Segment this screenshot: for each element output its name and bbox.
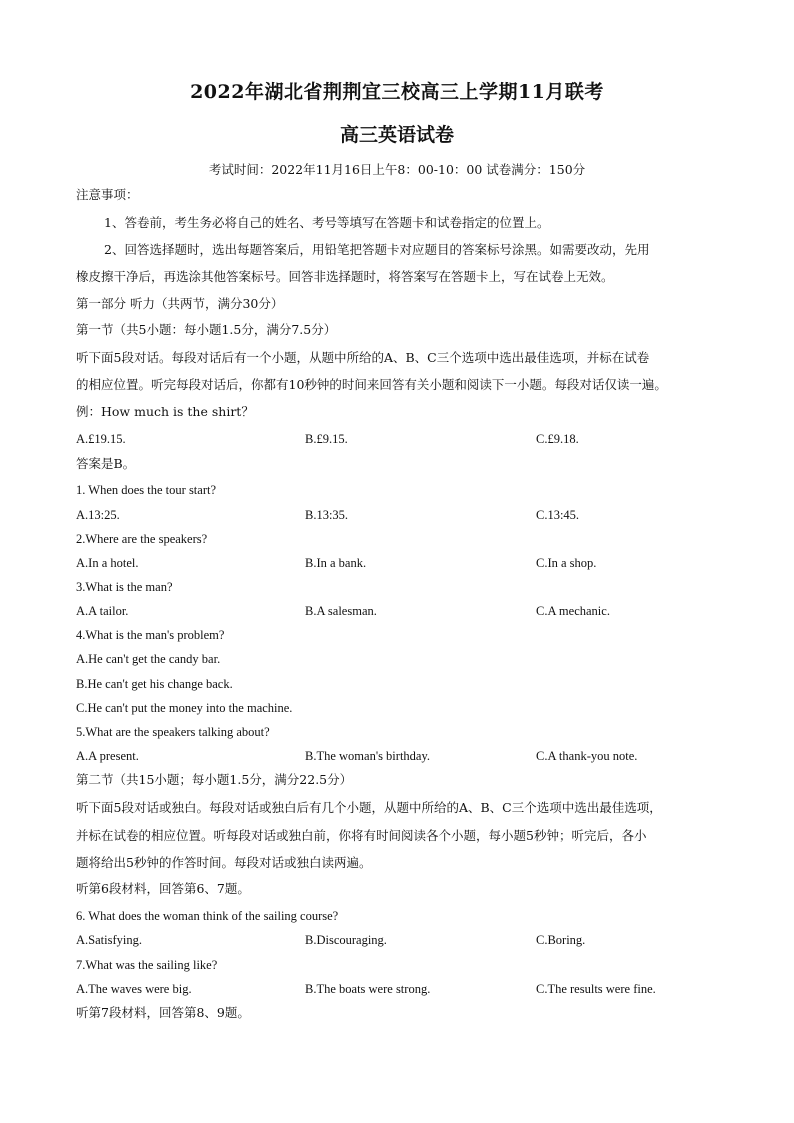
exam-title: 2022年湖北省荆荆宜三校高三上学期11月联考 — [190, 81, 604, 103]
q1-option-b: B.13:35. — [305, 508, 349, 522]
example-option-a: A.£19.15. — [76, 432, 126, 446]
q6-option-b: B.Discouraging. — [305, 933, 387, 947]
q7-option-c: C.The results were fine. — [536, 982, 656, 996]
note-2-cont: 橡皮擦干净后，再选涂其他答案标号。回答非选择题时，将答案写在答题卡上，写在试卷上无效。 — [76, 269, 614, 284]
q4-option-a: A.He can't get the candy bar. — [76, 652, 221, 666]
q1-option-c: C.13:45. — [536, 508, 580, 522]
q1-option-a: A.13:25. — [76, 508, 120, 522]
q2-option-b: B.In a bank. — [305, 556, 367, 570]
q6-option-a: A.Satisfying. — [76, 933, 142, 947]
question-7: 7.What was the sailing like? — [76, 958, 218, 972]
example-option-b: B.£9.15. — [305, 432, 348, 446]
question-5: 5.What are the speakers talking about? — [76, 725, 270, 739]
note-2: 2、回答选择题时，选出每题答案后，用铅笔把答题卡对应题目的答案标号涂黑。如需要改动，先用 — [104, 242, 650, 257]
example-option-c: C.£9.18. — [536, 432, 579, 446]
exam-subtitle: 高三英语试卷 — [339, 124, 454, 146]
example-answer: 答案是B。 — [76, 456, 136, 471]
q4-option-b: B.He can't get his change back. — [76, 677, 233, 691]
q6-option-c: C.Boring. — [536, 933, 586, 947]
exam-meta: 考试时间：2022年11月16日上午8：00-10：00 试卷满分：150分 — [208, 162, 586, 177]
section1-instructions: 听下面5段对话。每段对话后有一个小题，从题中所给的A、B、C三个选项中选出最佳选项，并标在试卷 — [76, 350, 650, 365]
section2-instructions: 听下面5段对话或独白。每段对话或独白后有几个小题，从题中所给的A、B、C三个选项中选出最佳选项， — [76, 800, 662, 815]
question-4: 4.What is the man's problem? — [76, 628, 225, 642]
section2-instructions-cont2: 题将给出5秒钟的作答时间。每段对话或独白读两遍。 — [76, 855, 372, 870]
section1-heading: 第一节（共5小题：每小题1.5分，满分7.5分） — [76, 322, 337, 337]
q7-option-b: B.The boats were strong. — [305, 982, 431, 996]
note-1: 1、答卷前，考生务必将自己的姓名、考号等填写在答题卡和试卷指定的位置上。 — [104, 215, 550, 230]
question-3: 3.What is the man? — [76, 580, 173, 594]
section1-instructions-cont: 的相应位置。听完每段对话后，你都有10秒钟的时间来回答有关小题和阅读下一小题。每段对话仅读一遍。 — [76, 377, 667, 392]
question-2: 2.Where are the speakers? — [76, 532, 208, 546]
q5-option-b: B.The woman's birthday. — [305, 749, 431, 763]
q4-option-c: C.He can't put the money into the machine. — [76, 701, 293, 715]
q2-option-c: C.In a shop. — [536, 556, 597, 570]
section2-instructions-cont1: 并标在试卷的相应位置。听每段对话或独白前，你将有时间阅读各个小题，每小题5秒钟；听完后，各小 — [76, 828, 647, 843]
q3-option-b: B.A salesman. — [305, 604, 377, 618]
q3-option-a: A.A tailor. — [76, 604, 129, 618]
q3-option-c: C.A mechanic. — [536, 604, 610, 618]
q5-option-c: C.A thank-you note. — [536, 749, 638, 763]
q5-option-a: A.A present. — [76, 749, 139, 763]
notes-heading: 注意事项： — [76, 187, 139, 202]
question-1: 1. When does the tour start? — [76, 483, 217, 497]
example-question: 例：How much is the shirt？ — [76, 404, 254, 419]
material-6-heading: 听第6段材料，回答第6、7题。 — [76, 881, 250, 896]
q7-option-a: A.The waves were big. — [76, 982, 192, 996]
material-7-heading: 听第7段材料，回答第8、9题。 — [76, 1005, 250, 1020]
section2-heading: 第二节（共15小题；每小题1.5分，满分22.5分） — [76, 772, 353, 787]
q2-option-a: A.In a hotel. — [76, 556, 139, 570]
part1-heading: 第一部分 听力（共两节，满分30分） — [76, 296, 284, 311]
question-6: 6. What does the woman think of the sailing course? — [76, 909, 339, 923]
